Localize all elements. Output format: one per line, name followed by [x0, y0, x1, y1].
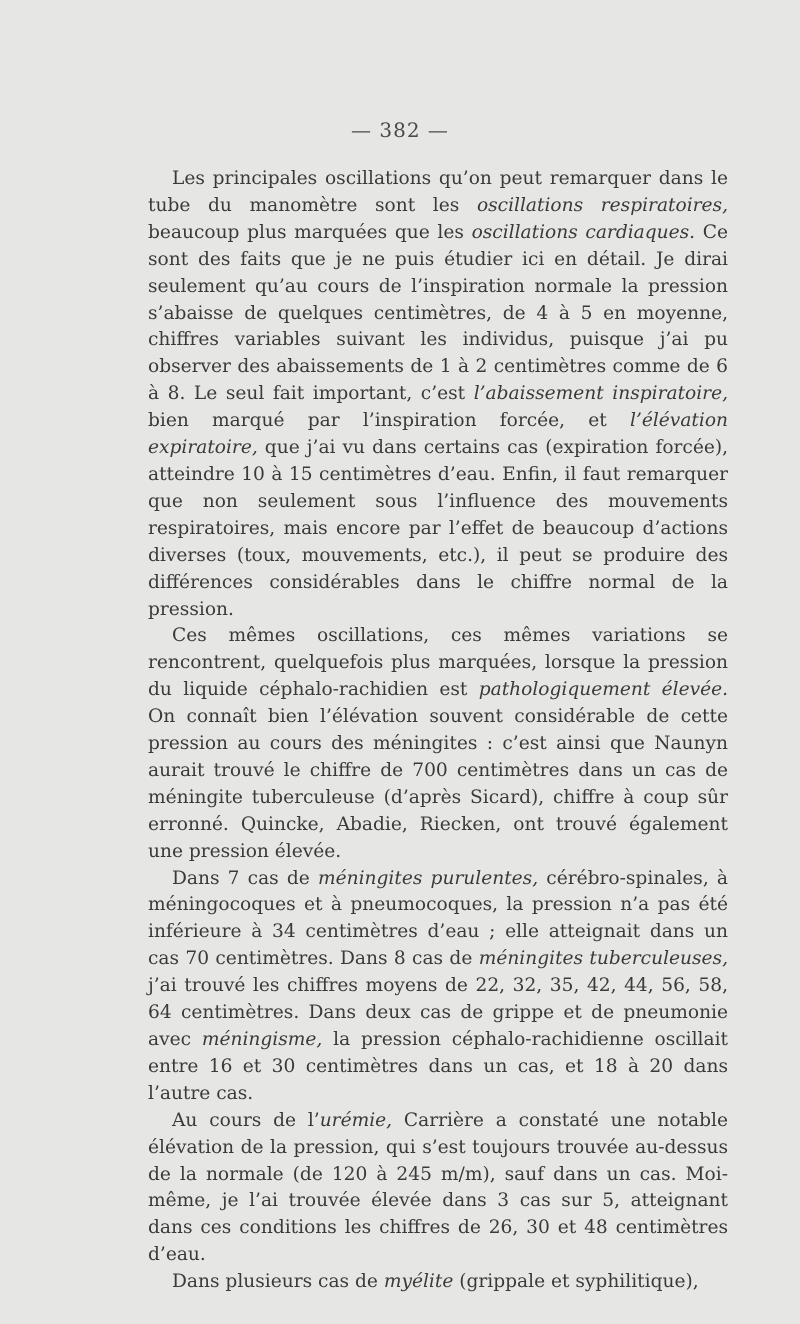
- italic-run: l’élévation expiratoire,: [148, 410, 728, 459]
- paragraph-4: [148, 1108, 728, 1269]
- text-run: cérébro-spinales, à méningocoques et à pneumocoques, la pression n’a pas été inférieure à 34 centimètres d’eau ; elle atteignait dans un cas 70 centimètres. Dans 8 cas de: [148, 867, 728, 970]
- paragraph-1: [148, 166, 728, 623]
- page-number: — 382 —: [351, 118, 449, 142]
- text-run: j’ai trouvé les chiffres moyens de 22, 32, 35, 42, 44, 56, 58, 64 centimètres. Dans deux cas de grippe et de pneumonie avec: [148, 975, 728, 1050]
- text-run: la pression céphalo-rachidienne oscillait entre 16 et 30 centimètres dans un cas, et 18 à 20 dans l’autre cas.: [148, 1029, 728, 1104]
- italic-run: urémie,: [319, 1109, 393, 1131]
- text-run: Les principales oscillations qu’on peut remarquer dans le tube du manomètre sont les: [148, 168, 728, 216]
- text-run: Dans 7 cas de: [172, 867, 318, 889]
- italic-run: pathologiquement élevée.: [478, 679, 728, 701]
- paragraph-5: [148, 1269, 728, 1296]
- text-run: bien marqué par l’inspiration forcée, et: [148, 410, 630, 432]
- italic-run: méningites tuberculeuses,: [478, 948, 728, 970]
- text-run: Ces mêmes oscillations, ces mêmes variations se rencontrent, quelquefois plus marquées, lorsque la pression du liquide céphalo-rachidien est: [148, 625, 728, 701]
- paragraph-3: [148, 866, 728, 1108]
- italic-run: méningisme,: [201, 1029, 323, 1050]
- italic-run: l’abaissement inspiratoire,: [473, 383, 728, 405]
- paragraph-2: [148, 623, 728, 865]
- text-run: Ce sont des faits que je ne puis étudier ici en détail. Je dirai seulement qu’au cours de l’inspiration normale la pression s’abaisse de quelques centimètres, de 4 à 5 en moyenne, chiffres variables suivant les individus, puisque j’ai pu observer des abaissements de 1 à 2 centimètres comme de 6 à 8. Le seul fait important, c’est: [148, 221, 728, 405]
- italic-run: myélite: [383, 1271, 454, 1293]
- text-run: (grippale et syphilitique),: [453, 1271, 699, 1293]
- body-text: [148, 166, 728, 1296]
- text-run: que j’ai vu dans certains cas (expiration forcée), atteindre 10 à 15 centimètres d’eau. Enfin, il faut remarquer que non seulement sous l’influence des mouvements respiratoires, mais encore par l’effet de beaucoup d’actions diverses (toux, mouvements, etc.), il peut se produire des différences considérables dans le chiffre normal de la pression.: [148, 437, 728, 620]
- text-run: beaucoup plus marquées que les: [148, 221, 472, 243]
- italic-run: méningites purulentes,: [317, 867, 539, 889]
- italic-run: oscillations respiratoires,: [476, 194, 728, 216]
- text-run: Dans plusieurs cas de: [172, 1271, 384, 1293]
- text-run: Carrière a constaté une notable élévation de la pression, qui s’est toujours trouvée au-dessus de la normale (de 120 à 245 m/m), sauf dans un cas. Moi-même, je l’ai trouvée élevée dans 3 cas sur 5, atteignant dans ces conditions les chiffres de 26, 30 et 48 centimètres d’eau.: [148, 1109, 728, 1266]
- italic-run: oscillations cardiaques.: [471, 221, 696, 243]
- text-run: Au cours de l’: [172, 1109, 320, 1131]
- text-run: On connaît bien l’élévation souvent considérable de cette pression au cours des méningites : c’est ainsi que Naunyn aurait trouvé le chiffre de 700 centimètres dans un cas de méningite tuberculeuse (d’après Sicard), chiffre à coup sûr erronné. Quincke, Abadie, Riecken, ont trouvé également une pression élevée.: [148, 706, 728, 862]
